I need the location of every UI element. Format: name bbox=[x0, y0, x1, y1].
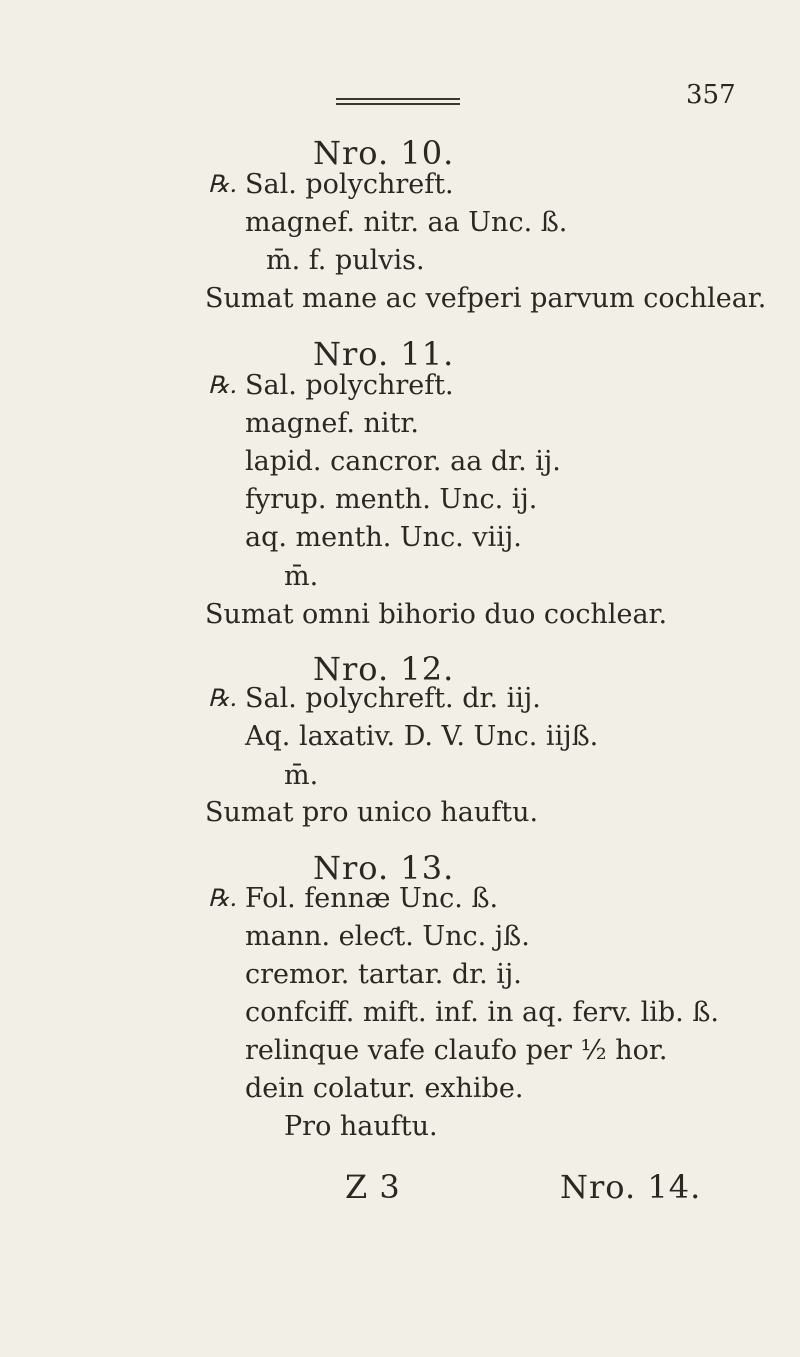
ingredient-line: Sal. polychreft. dr. iij. bbox=[245, 683, 541, 714]
ingredient-line: Sal. polychreft. bbox=[245, 169, 454, 200]
page-number: 357 bbox=[686, 80, 736, 110]
section-heading-12: Nro. 12. bbox=[313, 650, 455, 688]
ingredient-line: magnef. nitr. aa Unc. ß. bbox=[245, 207, 568, 238]
ingredient-line: lapid. cancror. aa dr. ij. bbox=[245, 446, 561, 477]
catchword: Nro. 14. bbox=[560, 1168, 702, 1206]
recipe-symbol: ℞. bbox=[208, 684, 238, 712]
recipe-symbol: ℞. bbox=[208, 884, 238, 912]
ingredient-line: Fol. fennæ Unc. ß. bbox=[245, 883, 499, 914]
ingredient-line: dein colatur. exhibe. bbox=[245, 1073, 524, 1104]
ingredient-line: cremor. tartar. dr. ij. bbox=[245, 959, 522, 990]
ingredient-line: relinque vafe claufo per ½ hor. bbox=[245, 1035, 668, 1066]
signature-mark: Z 3 bbox=[345, 1168, 401, 1206]
section-heading-11: Nro. 11. bbox=[313, 335, 455, 373]
header-rule bbox=[336, 98, 460, 105]
recipe-symbol: ℞. bbox=[208, 170, 238, 198]
ingredient-line: Aq. laxativ. D. V. Unc. iijß. bbox=[245, 721, 599, 752]
ingredient-line: magnef. nitr. bbox=[245, 408, 419, 439]
ingredient-line: Sal. polychreft. bbox=[245, 370, 454, 401]
instruction-line: m̄. bbox=[284, 760, 319, 791]
section-heading-10: Nro. 10. bbox=[313, 134, 455, 172]
ingredient-line: aq. menth. Unc. viij. bbox=[245, 522, 522, 553]
recipe-symbol: ℞. bbox=[208, 371, 238, 399]
instruction-line: Pro hauftu. bbox=[284, 1111, 438, 1142]
ingredient-line: confciff. mift. inf. in aq. ferv. lib. ß. bbox=[245, 997, 719, 1028]
ingredient-line: fyrup. menth. Unc. ij. bbox=[245, 484, 538, 515]
instruction-line: Sumat pro unico hauftu. bbox=[205, 797, 539, 828]
ingredient-line: mann. eleƈt. Unc. jß. bbox=[245, 921, 530, 952]
instruction-line: m̄. f. pulvis. bbox=[266, 245, 425, 276]
instruction-line: Sumat omni bihorio duo cochlear. bbox=[205, 599, 668, 630]
section-heading-13: Nro. 13. bbox=[313, 849, 455, 887]
instruction-line: Sumat mane ac vefperi parvum cochlear. bbox=[205, 283, 767, 314]
instruction-line: m̄. bbox=[284, 561, 319, 592]
